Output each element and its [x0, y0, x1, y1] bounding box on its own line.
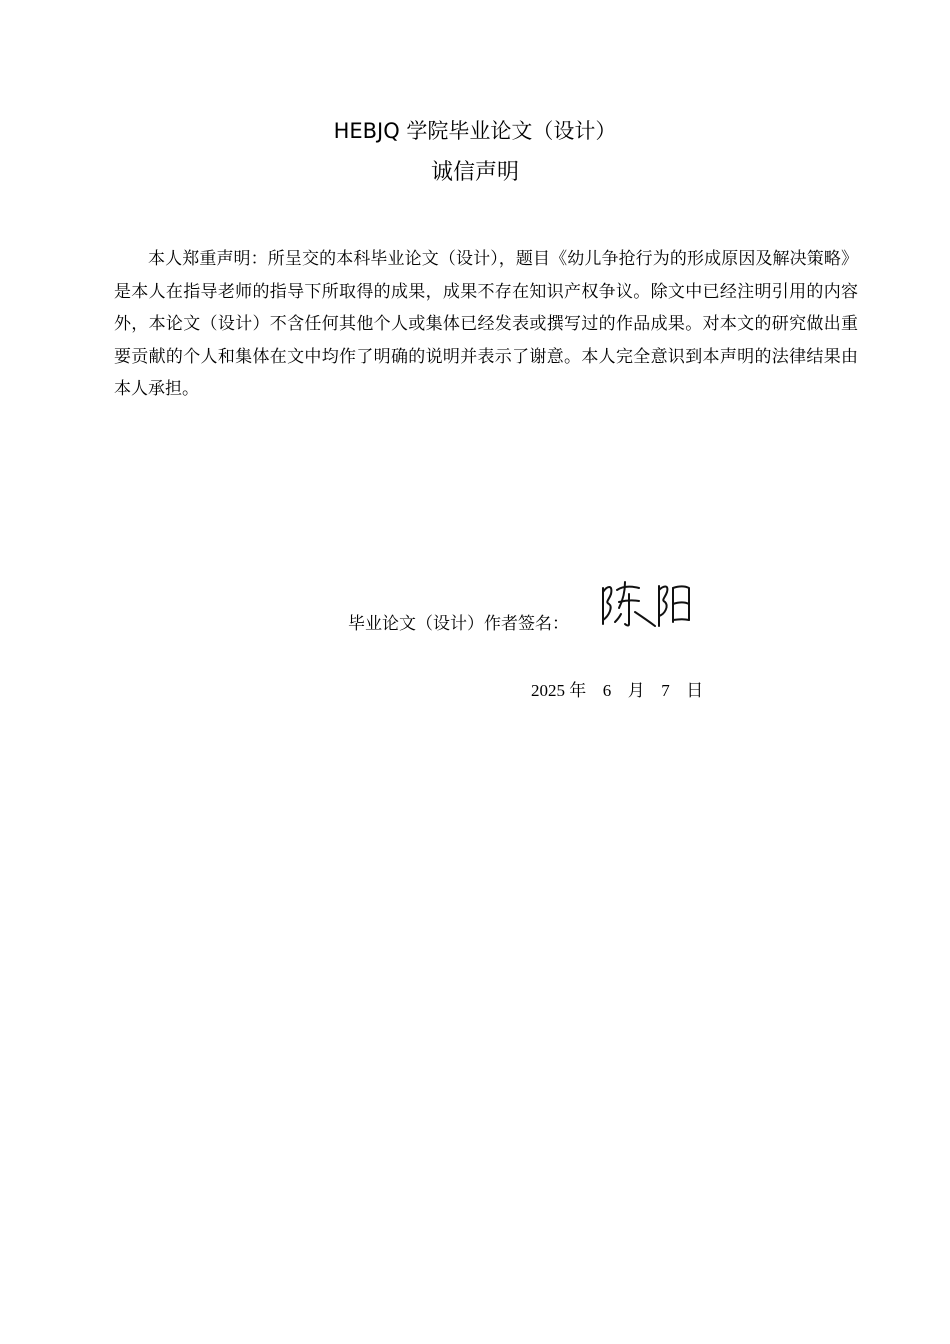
- handwritten-signature: [597, 574, 697, 634]
- document-title: HEBJQ 学院毕业论文（设计）: [333, 119, 617, 143]
- declaration-paragraph: 本人郑重声明：所呈交的本科毕业论文（设计），题目《幼儿争抢行为的形成原因及解决策略》是本人在指导老师的指导下所取得的成果，成果不存在知识产权争议。除文中已经注明引用的内容外，本论文（设计）不含任何其他个人或集体已经发表或撰写过的作品成果。对本文的研究做出重要贡献的个人和集体在文中均作了明确的说明并表示了谢意。本人完全意识到本声明的法律结果由本人承担。: [114, 249, 858, 398]
- signature-date: [531, 676, 703, 706]
- date-year-unit: 年: [569, 681, 587, 700]
- date-year: 2025: [531, 681, 565, 700]
- date-day: 7: [661, 681, 670, 700]
- date-month: 6: [602, 681, 612, 700]
- document-subtitle: 诚信声明: [430, 160, 519, 185]
- date-month-unit: 月: [627, 681, 645, 700]
- signature-label: 毕业论文（设计）作者签名：: [348, 614, 569, 633]
- date-day-unit: 日: [686, 681, 704, 700]
